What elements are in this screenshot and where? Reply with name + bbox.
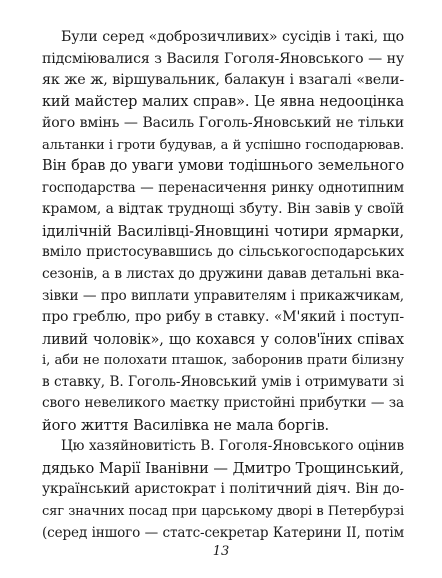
paragraph-2 — [42, 436, 404, 544]
text-line: сезонів, а в листах до дружини давав детальні вка- — [42, 266, 404, 283]
text-line: (серед іншого — статс-секретар Катерини II, потім — [42, 524, 404, 541]
text-line: дядько Марії Іванівни — Дмитро Трощинський, — [42, 459, 404, 477]
text-line: вміло пристосувавшись до сільськогосподарських — [42, 244, 404, 261]
text-line: кий майстер малих справ». Це явна недооцінка — [42, 93, 404, 110]
text-line: альтанки і гроти будував, а й успішно господарював. — [42, 137, 404, 153]
text-line: крамом, а відтак труднощі збуту. Він завів у своїй — [42, 201, 404, 218]
paragraph-1 — [42, 27, 404, 436]
text-line: зівки — про виплати управителям і прикажчикам, — [42, 287, 404, 304]
page-body — [42, 27, 404, 544]
text-line: підсміювалися з Василя Гоголя-Яновського — ну — [42, 50, 404, 67]
text-line: як же ж, віршувальник, балакун і взагалі «вели- — [42, 72, 404, 89]
text-line: про греблю, про рибу в ставку. «М'який і поступ- — [42, 309, 404, 326]
text-line: Він брав до уваги умови тодішнього земельного — [42, 158, 404, 175]
text-line: господарства — перенасичення ринку однотипним — [42, 179, 404, 196]
text-line: свого невеликого маєтку пристойні прибутки — за — [42, 395, 404, 412]
text-line: його життя Василівка не мала боргів. — [42, 416, 330, 434]
text-line: в ставку, В. Гоголь-Яновський умів і отримувати зі — [42, 373, 404, 390]
text-line: український аристократ і політичний діяч. Він до- — [42, 481, 404, 498]
text-line: ідилічній Василівці-Яновщині чотири ярмарки, — [42, 222, 404, 240]
text-line: його вмінь — Василь Гоголь-Яновський не тільки — [42, 115, 404, 132]
text-line: ливий чоловік», що кохався у солов'їних співах — [42, 330, 404, 348]
text-line: і, аби не полохати пташок, заборонив прати білизну — [42, 353, 404, 369]
text-line: сяг значних посад при царському дворі в Петербурзі — [42, 504, 404, 520]
text-line: Були серед «доброзичливих» сусідів і такі, що — [61, 29, 404, 45]
page-number: 13 — [212, 544, 230, 559]
text-line: Цю хазяйновитість В. Гоголя-Яновського оцінив — [61, 438, 404, 455]
